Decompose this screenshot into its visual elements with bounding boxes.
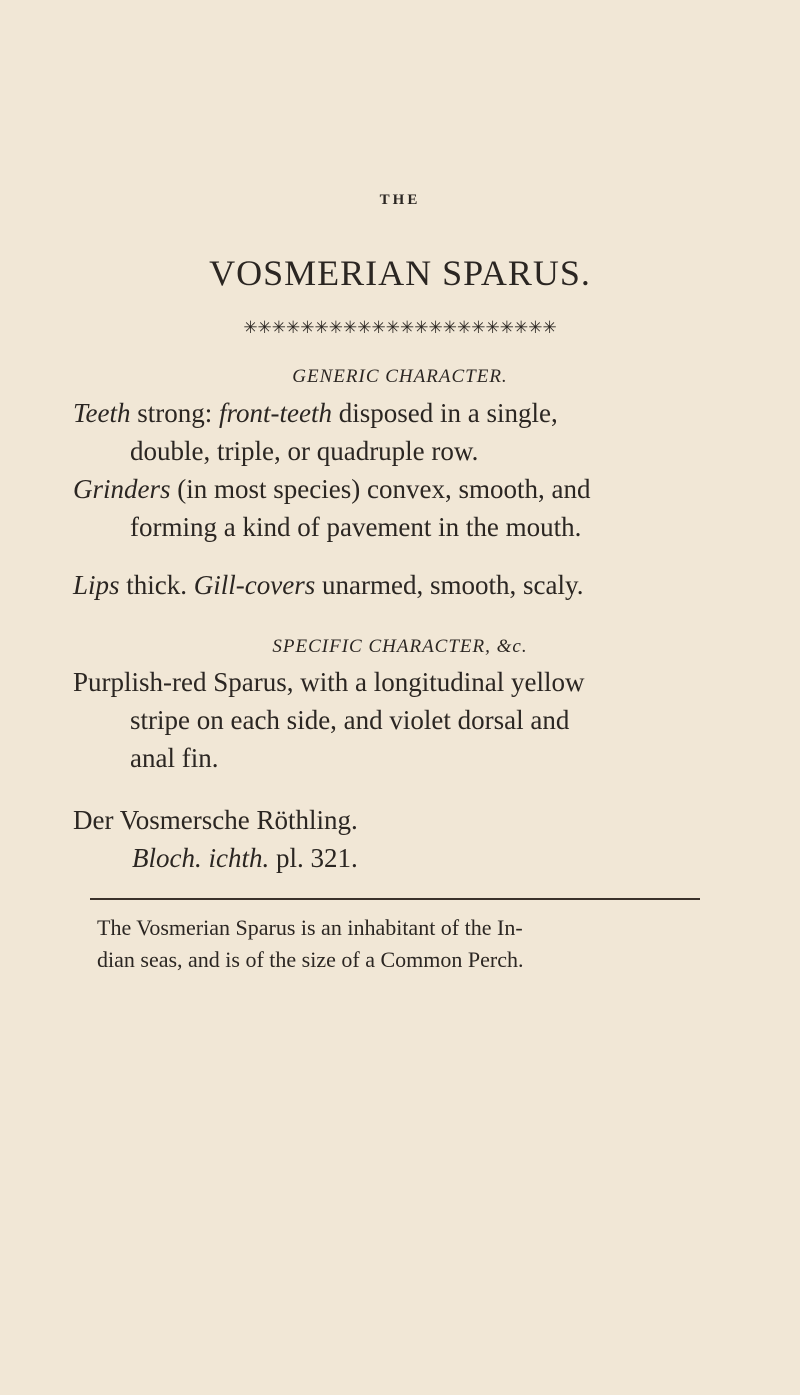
teeth-term: Teeth: [73, 398, 131, 428]
species-desc-1: Purplish-red Sparus, with a longitudinal yellow: [73, 667, 585, 697]
body-line-2: dian seas, and is of the size of a Common Perch.: [97, 947, 524, 972]
divider-rule: [90, 898, 700, 900]
german-name: Der Vosmersche Röthling.: [73, 805, 358, 835]
body-line-1: The Vosmerian Sparus is an inhabitant of the In-: [97, 915, 523, 940]
species-desc-2: stripe on each side, and violet dorsal and: [130, 705, 570, 735]
grinders-text-2: forming a kind of pavement in the mouth.: [130, 512, 582, 542]
teeth-text-2: double, triple, or quadruple row.: [130, 436, 479, 466]
teeth-paragraph: [73, 394, 753, 470]
grinders-term: Grinders: [73, 474, 171, 504]
lips-term: Lips: [73, 570, 120, 600]
teeth-text-1: disposed in a single,: [332, 398, 558, 428]
species-desc-3: anal fin.: [130, 743, 219, 773]
asterisk-ornament: ✳✳✳✳✳✳✳✳✳✳✳✳✳✳✳✳✳✳✳✳✳✳: [243, 318, 557, 337]
generic-character-heading: GENERIC CHARACTER.: [292, 366, 508, 387]
header-the: THE: [379, 192, 421, 208]
species-description: [73, 663, 753, 777]
grinders-paragraph: [73, 470, 753, 546]
page-title: VOSMERIAN SPARUS.: [209, 253, 591, 293]
front-teeth-term: front-teeth: [219, 398, 333, 428]
lips-text: thick.: [119, 570, 194, 600]
body-paragraph: [97, 912, 717, 976]
gill-covers-term: Gill-covers: [193, 570, 316, 600]
citation-source: Bloch. ichth.: [132, 843, 270, 873]
specific-character-heading: SPECIFIC CHARACTER, &c.: [272, 636, 528, 657]
bloch-citation: [132, 839, 358, 877]
grinders-text-1: (in most species) convex, smooth, and: [170, 474, 591, 504]
teeth-strong: strong:: [130, 398, 220, 428]
lips-paragraph: [73, 566, 753, 604]
gill-covers-text: unarmed, smooth, scaly.: [315, 570, 584, 600]
citation-plate: pl. 321.: [269, 843, 358, 873]
